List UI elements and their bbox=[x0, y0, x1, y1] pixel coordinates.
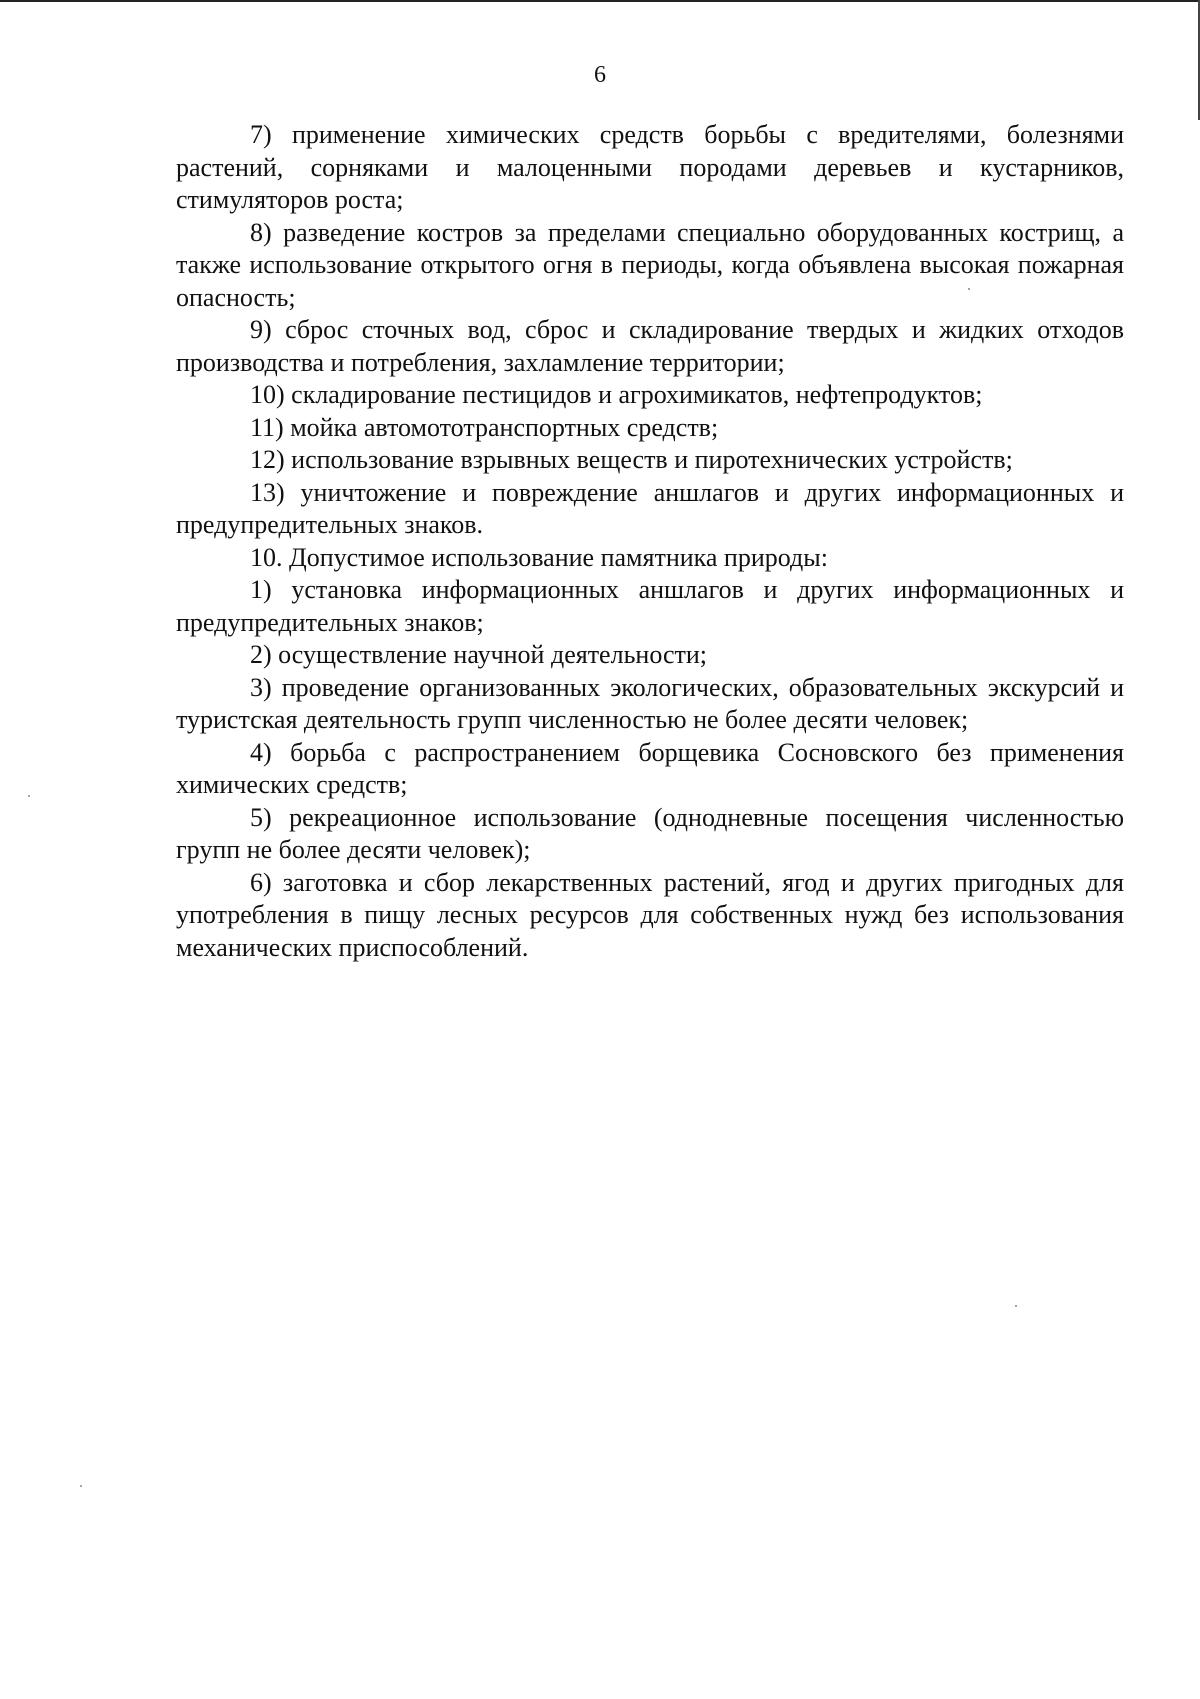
section-heading-10: 10. Допустимое использование памятника природы: bbox=[250, 542, 828, 572]
paragraph-item-8: 8) разведение костров за пределами специально оборудованных кострищ, а также использование открытого огня в периоды, когда объявлена высокая пожарная опасность; bbox=[176, 217, 1124, 312]
paragraph-item-13: 13) уничтожение и повреждение аншлагов и других информационных и предупредительных знаков. bbox=[176, 477, 1124, 539]
document-body bbox=[176, 119, 1124, 964]
paragraph-item-11: 11) мойка автомототранспортных средств; bbox=[250, 412, 719, 442]
allowed-use-item-3: 3) проведение организованных экологических, образовательных экскурсий и туристская деятельность групп численностью не более десяти человек; bbox=[176, 672, 1124, 734]
paragraph-item-7: 7) применение химических средств борьбы с вредителями, болезнями растений, сорняками и малоценными породами деревьев и кустарников, стимуляторов роста; bbox=[176, 120, 1124, 214]
allowed-use-item-5: 5) рекреационное использование (однодневные посещения численностью групп не более десяти человек); bbox=[176, 802, 1124, 864]
allowed-use-item-1: 1) установка информационных аншлагов и других информационных и предупредительных знаков; bbox=[176, 575, 1124, 637]
scan-speck bbox=[80, 1485, 82, 1487]
scan-top-edge bbox=[0, 0, 1200, 2]
scan-speck bbox=[968, 288, 970, 290]
allowed-use-item-6: 6) заготовка и сбор лекарственных растений, ягод и других пригодных для употребления в пищу лесных ресурсов для собственных нужд без использования механических приспособлений. bbox=[176, 867, 1124, 962]
allowed-use-item-4: 4) борьба с распространением борщевика Сосновского без применения химических средств; bbox=[176, 737, 1124, 799]
page-number: 6 bbox=[594, 62, 606, 88]
allowed-use-item-2: 2) осуществление научной деятельности; bbox=[250, 640, 708, 669]
paragraph-item-10: 10) складирование пестицидов и агрохимикатов, нефтепродуктов; bbox=[250, 380, 983, 409]
scan-speck bbox=[1015, 1305, 1017, 1307]
scan-speck bbox=[28, 795, 30, 797]
paragraph-item-9: 9) сброс сточных вод, сброс и складирование твердых и жидких отходов производства и потребления, захламление территории; bbox=[176, 315, 1124, 377]
paragraph-item-12: 12) использование взрывных веществ и пиротехнических устройств; bbox=[250, 445, 1013, 474]
